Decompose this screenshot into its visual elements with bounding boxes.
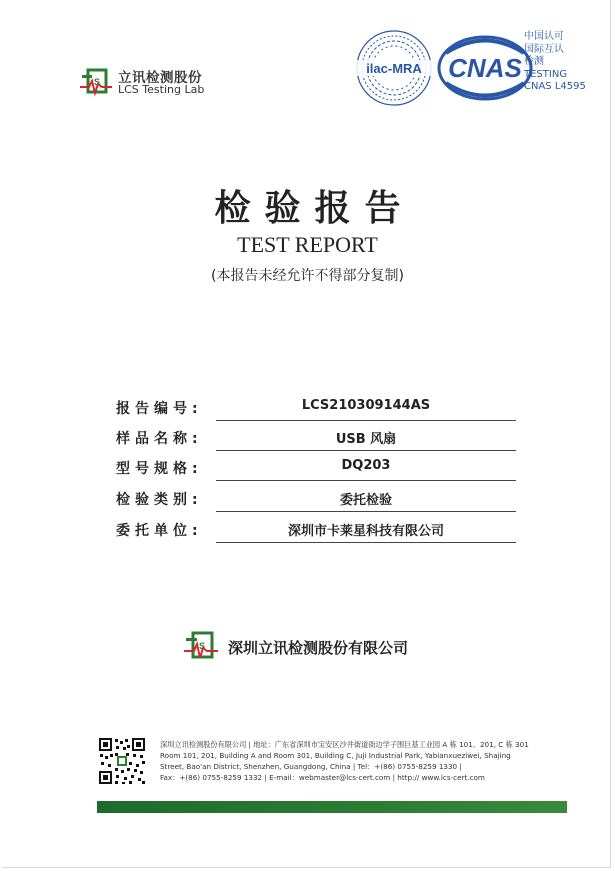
info-row-client — [116, 518, 516, 544]
info-value: USB 风扇 — [335, 432, 397, 447]
info-value: DQ203 — [341, 458, 391, 473]
cnas-logo-icon — [436, 33, 534, 103]
underline — [216, 542, 516, 543]
report-copy-note: (本报告未经允许不得部分复制) — [211, 268, 404, 284]
accred-line: 中国认可 — [524, 31, 564, 42]
info-row-report-no — [116, 396, 516, 422]
logo-en-text: LCS Testing Lab — [118, 83, 205, 96]
accred-line: 检测 — [524, 56, 544, 67]
cnas-text: CNAS — [448, 53, 522, 83]
info-value: 深圳市卡莱星科技有限公司 — [287, 524, 444, 539]
underline — [216, 511, 516, 512]
footer-line: Street, Bao'an District, Shenzhen, Guangdong, China | Tel：+(86) 0755-8259 1330 | — [160, 762, 462, 771]
info-row-model — [116, 456, 516, 482]
footer-line: Room 101, 201, Building A and Room 301, Building C, Juji Industrial Park, Yabianxueziwei, Shajing — [160, 751, 511, 760]
footer-address — [160, 739, 580, 783]
ilac-text: ilac-MRA — [366, 61, 422, 76]
info-label: 型号规格: — [116, 461, 203, 477]
footer-line: Fax：+(86) 0755-8259 1332 | E-mail：webmaster@lcs-cert.com | http:// www.lcs-cert.com — [160, 773, 485, 782]
accred-line: CNAS L4595 — [524, 81, 586, 92]
svg-text:S: S — [94, 77, 101, 87]
underline — [216, 450, 516, 451]
svg-text:S: S — [199, 641, 206, 651]
company-block — [184, 630, 444, 664]
underline — [216, 480, 516, 481]
info-value: 委托检验 — [339, 493, 392, 508]
info-label: 检验类别: — [116, 492, 203, 508]
accred-line: TESTING — [524, 68, 568, 80]
info-label: 样品名称: — [116, 431, 203, 447]
qr-code-icon — [98, 737, 146, 785]
underline — [216, 420, 516, 421]
info-label: 委托单位: — [116, 523, 203, 539]
lcs-logo-mark-icon — [80, 67, 112, 97]
footer-green-bar — [97, 801, 567, 813]
accreditation-text — [524, 31, 586, 94]
info-row-sample-name — [116, 426, 516, 452]
company-name: 深圳立讯检测股份有限公司 — [228, 639, 409, 657]
info-value: LCS210309144AS — [301, 398, 431, 413]
accreditation-block — [350, 28, 590, 108]
report-title-en: TEST REPORT — [237, 232, 378, 257]
report-title-cn: 检验报告 — [214, 187, 415, 229]
ilac-mra-icon — [350, 28, 438, 108]
lcs-company-mark-icon — [184, 630, 218, 662]
logo-cn-text: 立讯检测股份 — [118, 70, 202, 86]
info-label: 报告编号: — [116, 401, 203, 417]
info-row-test-type — [116, 487, 516, 513]
lcs-logo — [80, 65, 220, 101]
accred-line: 国际互认 — [524, 43, 564, 55]
footer-line: 深圳立讯检测股份有限公司 | 地址：广东省深圳市宝安区沙井街道衙边学子围巨基工业园 A 栋 101、201, C 栋 301 — [160, 740, 529, 749]
